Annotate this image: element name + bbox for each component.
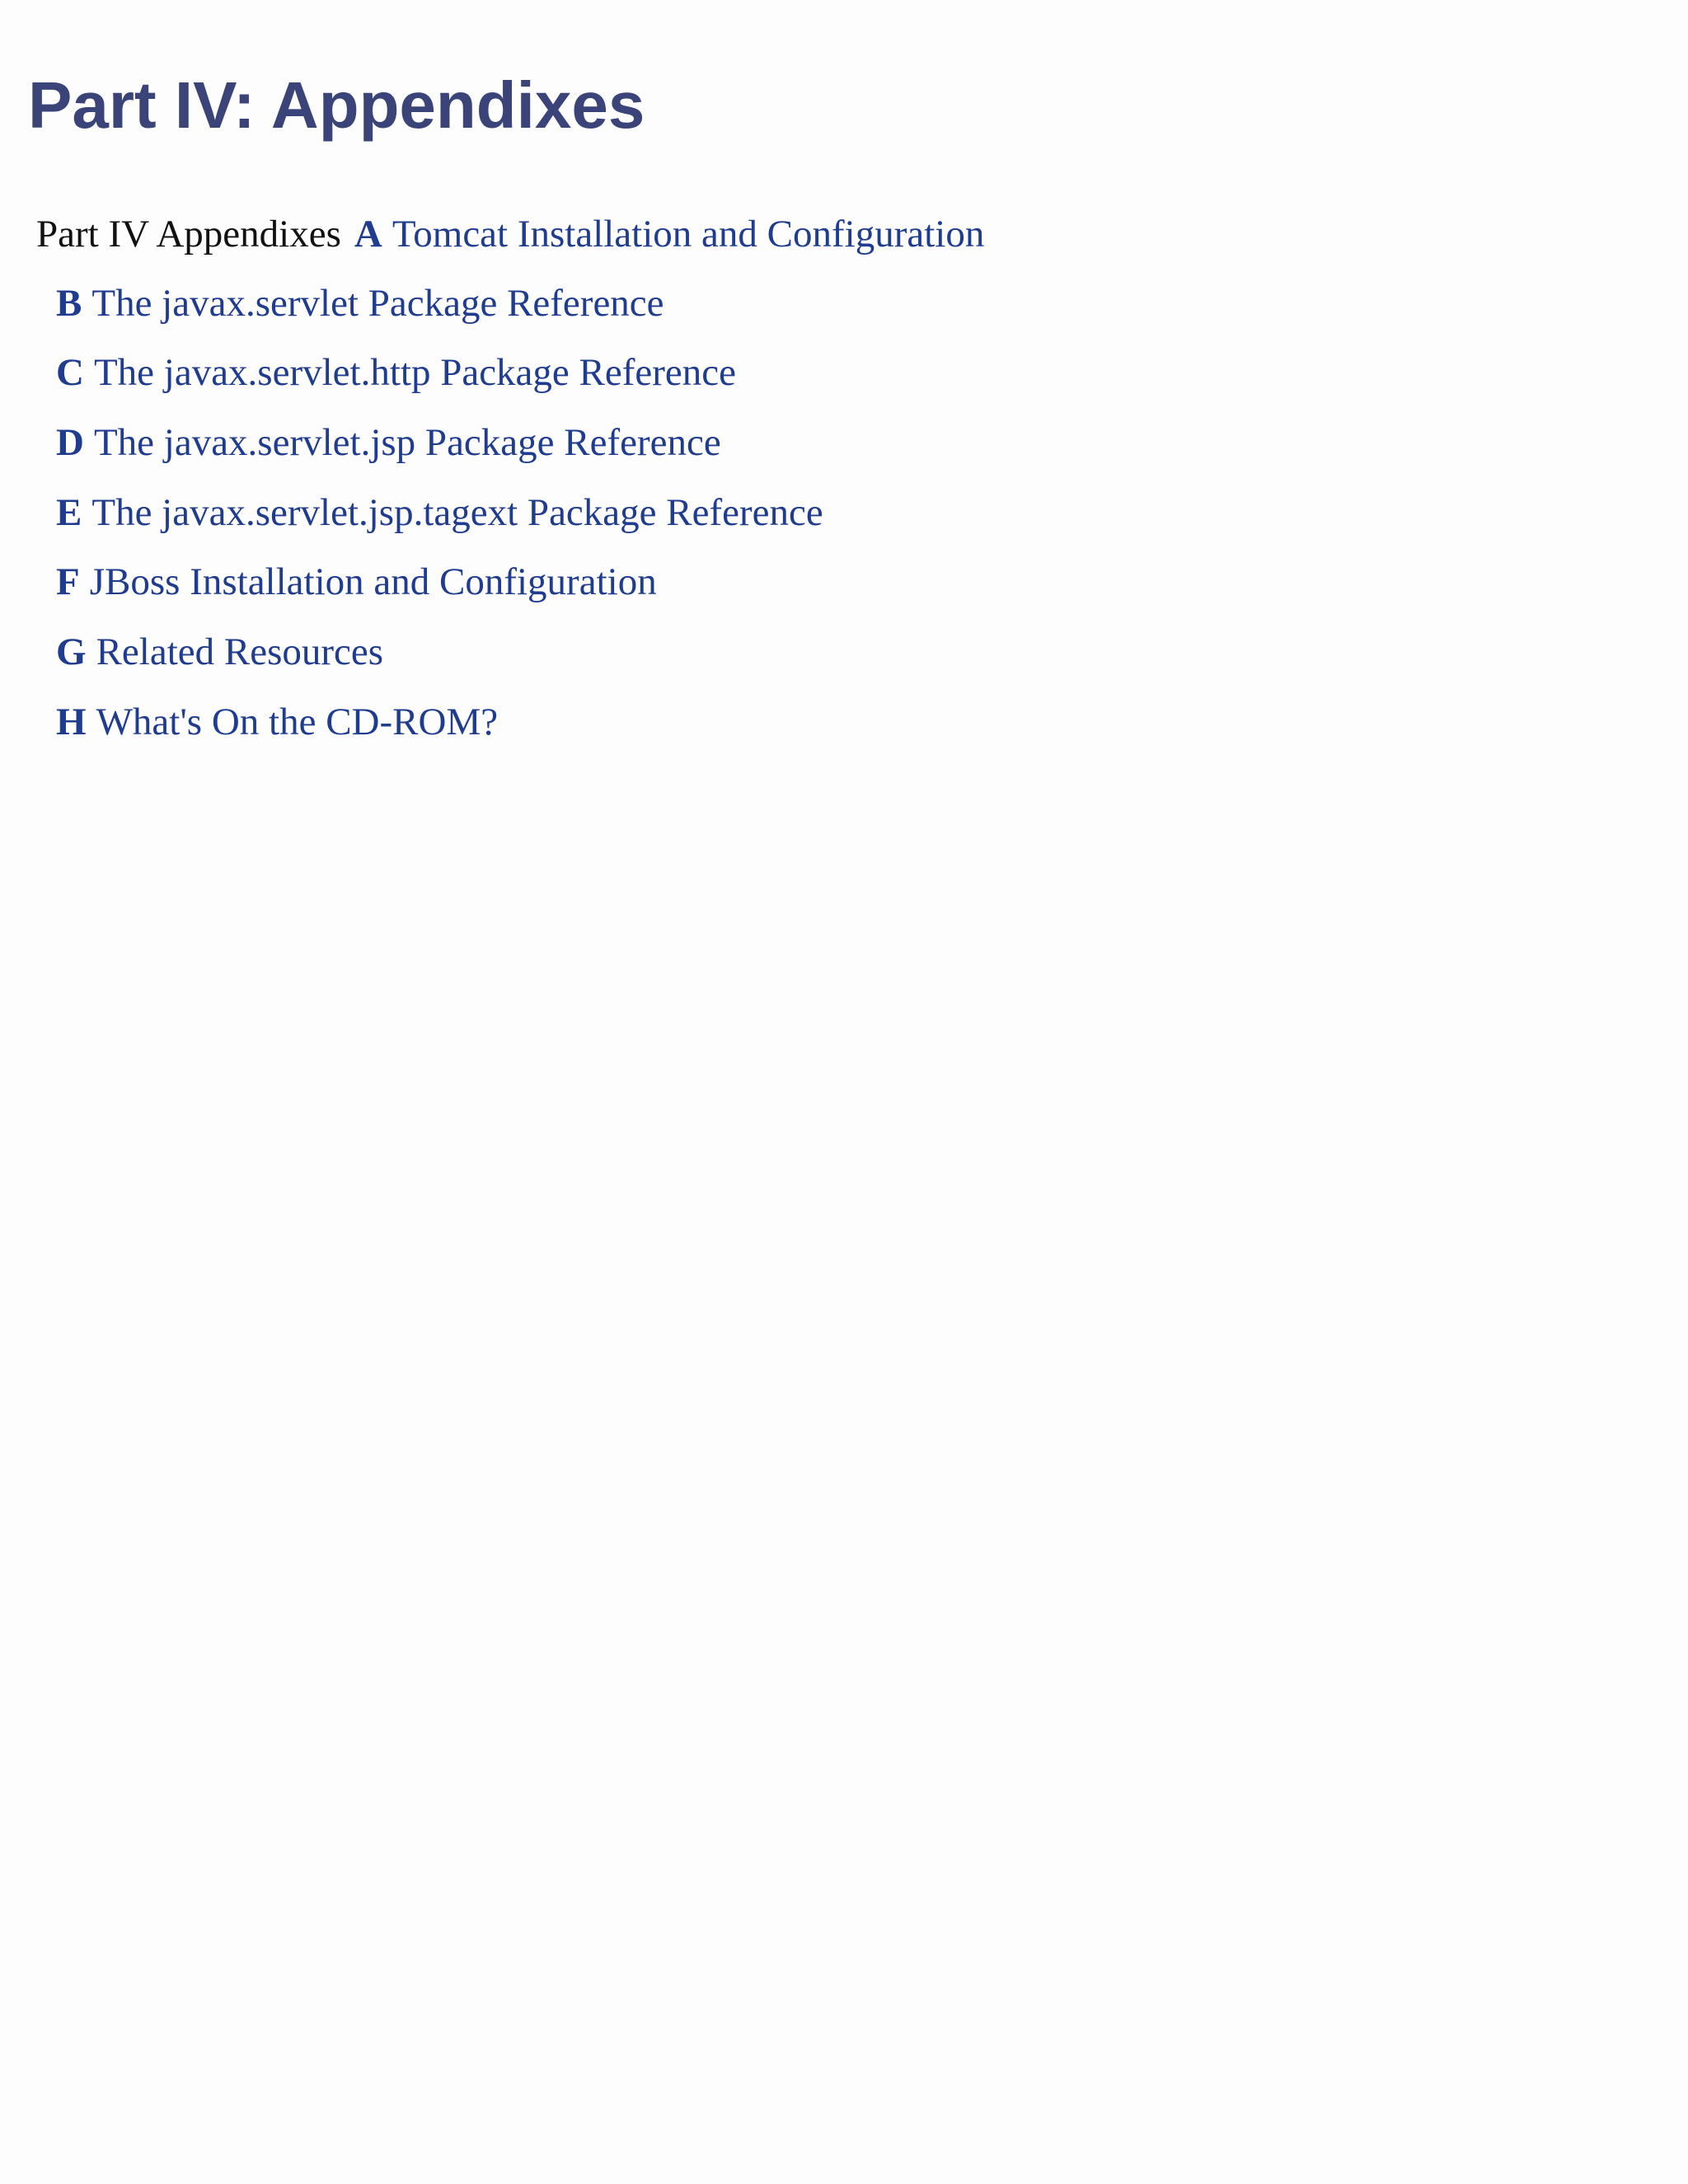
appendix-letter: E: [56, 491, 82, 534]
appendix-title: The javax.servlet.http Package Reference: [93, 351, 736, 394]
appendix-link-d[interactable]: [56, 421, 721, 464]
appendix-letter: D: [56, 421, 84, 464]
appendix-title: The javax.servlet.jsp Package Reference: [93, 421, 721, 464]
toc-line-g: [56, 629, 383, 675]
appendix-link-e[interactable]: [56, 491, 823, 534]
appendix-letter: B: [56, 282, 82, 325]
appendix-link-f[interactable]: [56, 560, 657, 603]
toc-line-e: [56, 490, 823, 536]
appendix-title: What's On the CD-ROM?: [96, 701, 499, 743]
appendix-link-h[interactable]: [56, 701, 498, 743]
appendix-letter: F: [56, 560, 80, 603]
appendix-link-a[interactable]: [354, 213, 984, 255]
appendix-title: Tomcat Installation and Configuration: [392, 213, 985, 255]
appendix-link-g[interactable]: [56, 630, 383, 673]
appendix-link-b[interactable]: [56, 282, 664, 325]
appendix-letter: H: [56, 701, 87, 743]
appendix-letter: G: [56, 630, 87, 673]
toc-line-f: [56, 559, 657, 605]
appendix-title: Related Resources: [96, 630, 384, 673]
appendix-title: JBoss Installation and Configuration: [89, 560, 657, 603]
appendix-title: The javax.servlet.jsp.tagext Package Reference: [91, 491, 823, 534]
appendix-title: The javax.servlet Package Reference: [91, 282, 664, 325]
toc-line-b: [56, 280, 664, 326]
page-title: Part IV: Appendixes: [28, 68, 645, 142]
toc-line-d: [56, 419, 721, 466]
toc-line-a: [36, 211, 984, 257]
toc-line-h: [56, 699, 498, 745]
appendix-letter: A: [354, 213, 382, 255]
appendix-link-c[interactable]: [56, 351, 736, 394]
appendix-letter: C: [56, 351, 84, 394]
part-label: Part IV Appendixes: [36, 213, 341, 255]
toc-line-c: [56, 349, 736, 396]
